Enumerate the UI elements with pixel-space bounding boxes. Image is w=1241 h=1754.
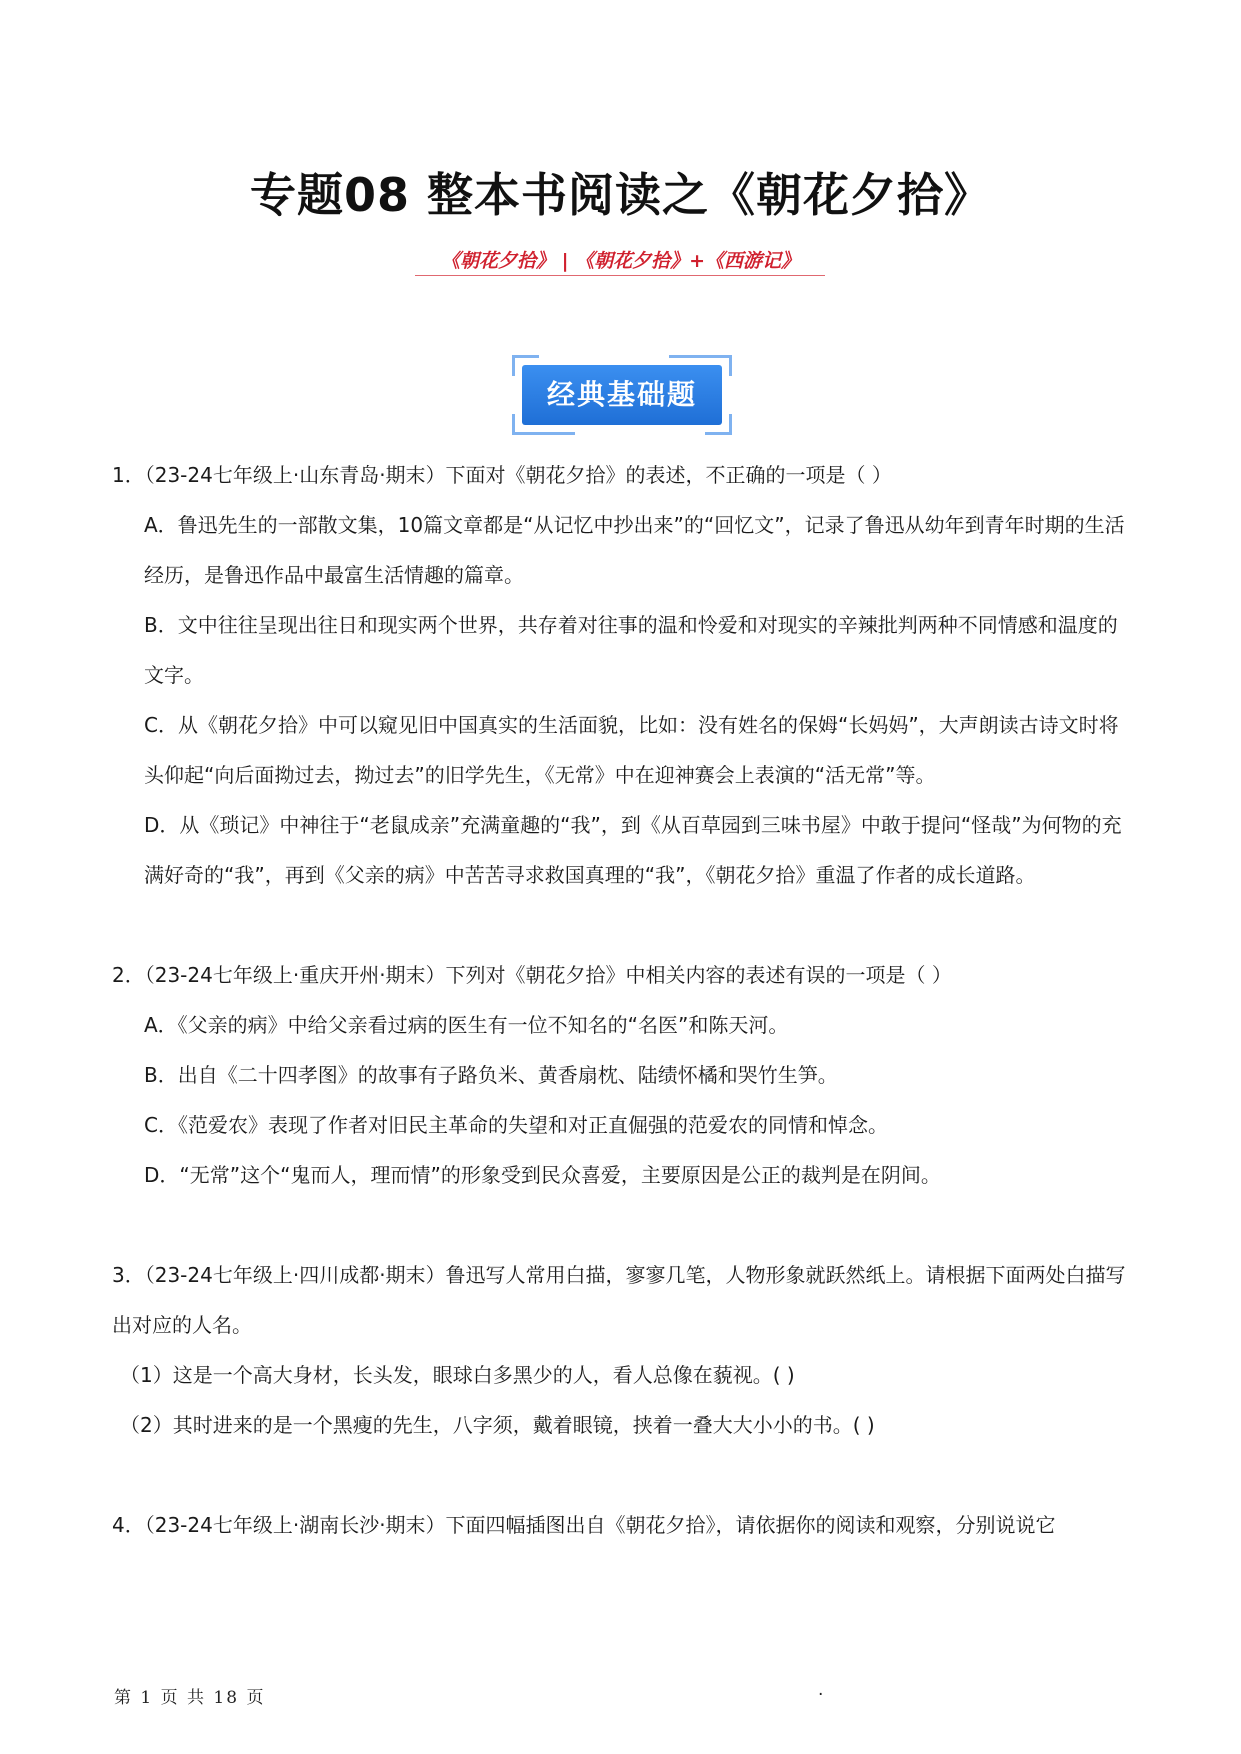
question-spacer [112, 900, 1132, 950]
subtitle-links[interactable]: 《朝花夕拾》 | 《朝花夕拾》+《西游记》 [440, 250, 801, 272]
question-stem: 2．（23-24七年级上·重庆开州·期末）下列对《朝花夕拾》中相关内容的表述有误的一项是（ ） [112, 963, 952, 987]
question-list [112, 450, 1132, 1550]
question-option: C．从《朝花夕拾》中可以窥见旧中国真实的生活面貌，比如：没有姓名的保姆“长妈妈”，大声朗读古诗文时将头仰起“向后面拗过去，拗过去”的旧学先生，《无常》中在迎神赛会上表演的“活无常”等。 [144, 713, 1119, 787]
question-stem: 3．（23-24七年级上·四川成都·期末）鲁迅写人常用白描，寥寥几笔，人物形象就跃然纸上。请根据下面两处白描写出对应的人名。 [112, 1263, 1126, 1337]
question-stem: 4．（23-24七年级上·湖南长沙·期末）下面四幅插图出自《朝花夕拾》，请依据你的阅读和观察，分别说说它 [112, 1513, 1056, 1537]
question-subitem: （2）其时进来的是一个黑瘦的先生，八字须，戴着眼镜，挟着一叠大大小小的书。( ) [120, 1413, 875, 1437]
question-option: D．“无常”这个“鬼而人，理而情”的形象受到民众喜爱，主要原因是公正的裁判是在阴间。 [144, 1163, 941, 1187]
question-subitem: （1）这是一个高大身材，长头发，眼球白多黑少的人，看人总像在藐视。( ) [120, 1363, 795, 1387]
page-title: 专题08 整本书阅读之《朝花夕拾》 [249, 168, 992, 222]
footer-dot: . [818, 1680, 824, 1700]
badge-label: 经典基础题 [546, 378, 697, 411]
question-option: A．鲁迅先生的一部散文集，10篇文章都是“从记忆中抄出来”的“回忆文”，记录了鲁迅从幼年到青年时期的生活经历，是鲁迅作品中最富生活情趣的篇章。 [144, 513, 1125, 587]
subtitle-underline [415, 275, 825, 276]
question-option: B．文中往往呈现出往日和现实两个世界，共存着对往事的温和怜爱和对现实的辛辣批判两种不同情感和温度的文字。 [144, 613, 1118, 687]
question-2 [112, 950, 1132, 1200]
question-4 [112, 1500, 1132, 1550]
question-spacer [112, 1450, 1132, 1500]
question-1 [112, 450, 1132, 900]
question-option: A．《父亲的病》中给父亲看过病的医生有一位不知名的“名医”和陈天河。 [144, 1013, 789, 1037]
question-3 [112, 1250, 1132, 1450]
question-spacer [112, 1200, 1132, 1250]
question-option: D．从《琐记》中神往于“老鼠成亲”充满童趣的“我”，到《从百草园到三味书屋》中敢于提问“怪哉”为何物的充满好奇的“我”，再到《父亲的病》中苦苦寻求救国真理的“我”，《朝花夕拾》重温了作者的成长道路。 [144, 813, 1122, 887]
question-stem: 1．（23-24七年级上·山东青岛·期末）下面对《朝花夕拾》的表述，不正确的一项是（ ） [112, 463, 892, 487]
page-number: 第 1 页 共 18 页 [114, 1688, 266, 1708]
section-badge [512, 355, 732, 435]
question-option: C．《范爱农》表现了作者对旧民主革命的失望和对正直倔强的范爱农的同情和悼念。 [144, 1113, 888, 1137]
question-option: B．出自《二十四孝图》的故事有子路负米、黄香扇枕、陆绩怀橘和哭竹生笋。 [144, 1063, 838, 1087]
